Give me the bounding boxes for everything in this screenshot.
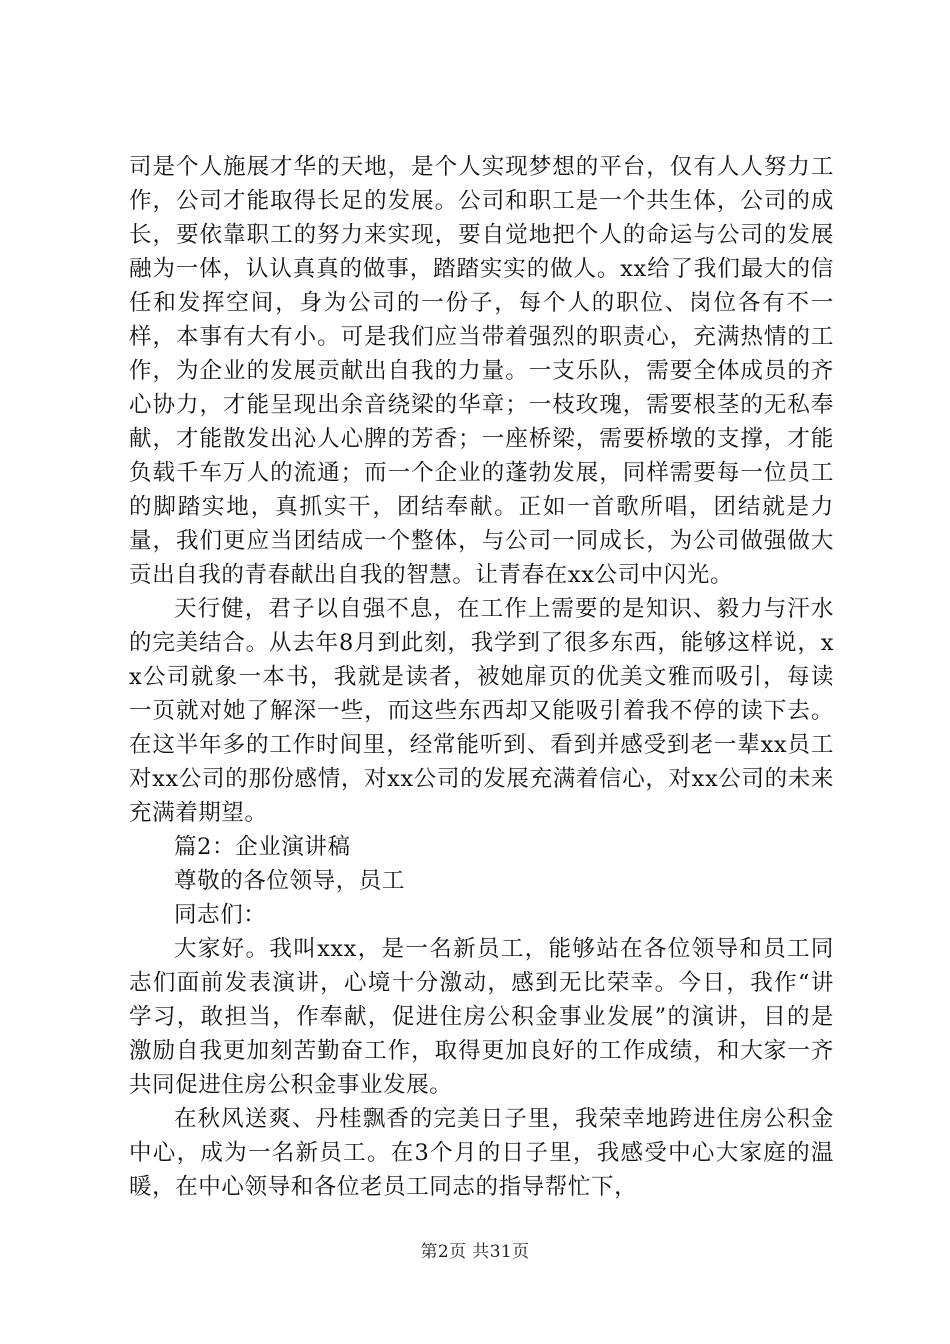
salutation-line-1: 尊敬的各位领导，员工 — [174, 868, 406, 894]
paragraph-autumn: 在秋风送爽、丹桂飘香的完美日子里，我荣幸地跨进住房公积金中心，成为一名新员工。在3个月的日子里，我感受中心大家庭的温暖，在中心领导和各位老员工同志的指导帮忙下， — [129, 1106, 834, 1200]
paragraph-greeting: 大家好。我叫xxx，是一名新员工，能够站在各位领导和员工同志们面前发表演讲，心境十分激动，感到无比荣幸。今日，我作“讲学习，敢担当，作奉献，促进住房公积金事业发展”的演讲，目的是激励自我更加刻苦勤奋工作，取得更加良好的工作成绩，和大家一齐共同促进住房公积金事业发展。 — [129, 936, 834, 1098]
document-body — [129, 150, 834, 1204]
paragraph-continued: 司是个人施展才华的天地，是个人实现梦想的平台，仅有人人努力工作，公司才能取得长足的发展。公司和职工是一个共生体，公司的成长，要依靠职工的努力来实现，要自觉地把个人的命运与公司的发展融为一体，认认真真的做事，踏踏实实的做人。xx给了我们最大的信任和发挥空间，身为公司的一份子，每个人的职位、岗位各有不一样，本事有大有小。可是我们应当带着强烈的职责心，充满热情的工作，为企业的发展贡献出自我的力量。一支乐队，需要全体成员的齐心协力，才能呈现出余音绕梁的华章；一枝玫瑰，需要根茎的无私奉献，才能散发出沁人心脾的芳香；一座桥梁，需要桥墩的支撑，才能负载千车万人的流通；而一个企业的蓬勃发展，同样需要每一位员工的脚踏实地，真抓实干，团结奉献。正如一首歌所唱，团结就是力量，我们更应当团结成一个整体，与公司一同成长，为公司做强做大贡出自我的青春献出自我的智慧。让青春在xx公司中闪光。 — [129, 154, 834, 588]
section-title: 篇2：企业演讲稿 — [174, 834, 351, 860]
paragraph-tianxingjian: 天行健，君子以自强不息，在工作上需要的是知识、毅力与汗水的完美结合。从去年8月到此刻，我学到了很多东西，能够这样说，xx公司就象一本书，我就是读者，被她扉页的优美文雅而吸引，每读一页就对她了解深一些，而这些东西却又能吸引着我不停的读下去。在这半年多的工作时间里，经常能听到、看到并感受到老一辈xx员工对xx公司的那份感情，对xx公司的发展充满着信心，对xx公司的未来充满着期望。 — [129, 596, 834, 826]
salutation-line-2: 同志们： — [174, 902, 267, 928]
page-number-footer: 第2页 共31页 — [420, 1242, 530, 1262]
